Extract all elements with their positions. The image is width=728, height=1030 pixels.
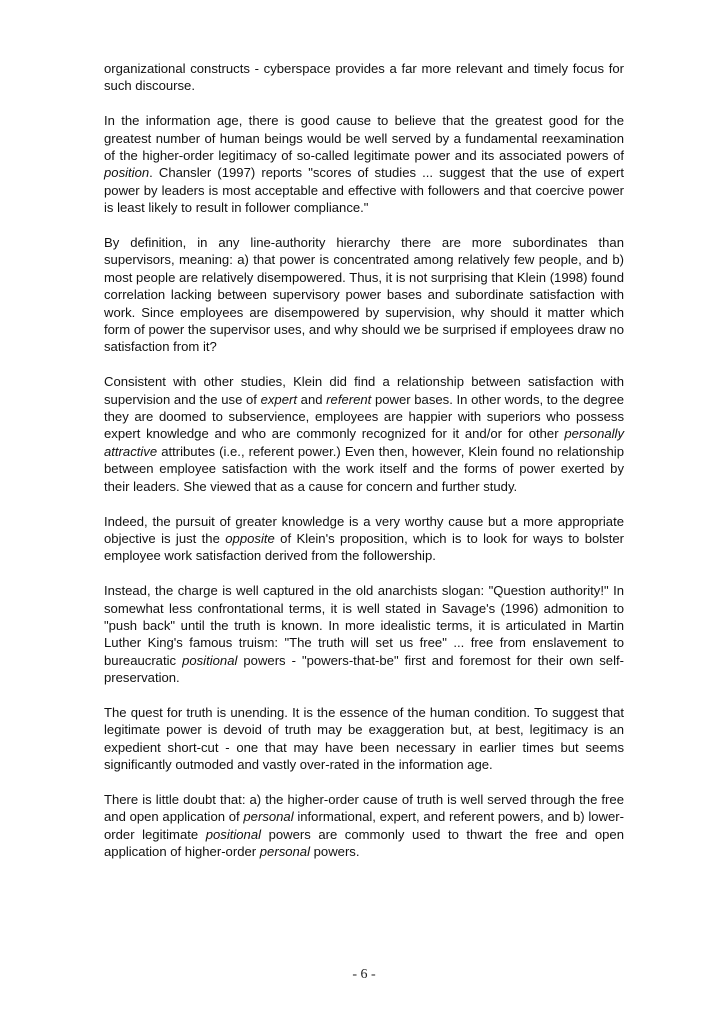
text-run: The quest for truth is unending. It is the essence of the human condition. To suggest that legitimate power is devoid of truth may be exaggeration but, at best, legitimacy is an expedient short-cut - one that may have been necessary in earlier times but seems significantly outmoded and vastly over-rated in the information age. <box>104 704 624 773</box>
italic-text: opposite <box>225 530 275 546</box>
italic-text: position <box>104 165 150 181</box>
body-text <box>104 60 624 878</box>
text-run: Instead, the charge is well captured in the old anarchists slogan: "Question authority!" In somewhat less confrontational terms, it is well stated in Savage's (1996) admonition to "push back" until the truth is known. In more idealistic terms, it is articulated in Martin Luther King's famous truism: "The truth will set us free" ... free from enslavement to bureaucratic <box>104 583 624 668</box>
paragraph-8 <box>104 791 624 861</box>
text-run: attributes (i.e., referent power.) Even then, however, Klein found no relationship between employee satisfaction with the work itself and the forms of power exerted by their leaders. She viewed that as a cause for concern and further study. <box>104 443 624 494</box>
text-run: and <box>297 391 327 407</box>
italic-text: personally attractive <box>104 426 624 459</box>
text-run: By definition, in any line-authority hierarchy there are more subordinates than supervisors, meaning: a) that power is concentrated among relatively few people, and b) most people are relatively disempowered. Thus, it is not surprising that Klein (1998) found correlation lacking between supervisory power bases and subordinate satisfaction with work. Since employees are disempowered by supervision, why should it matter which form of power the supervisor uses, and why should we be surprised if employees draw no satisfaction from it? <box>104 235 624 355</box>
paragraph-2 <box>104 112 624 216</box>
text-run: Indeed, the pursuit of greater knowledge is a very worthy cause but a more appropriate objective is just the <box>104 513 624 546</box>
text-run: powers. <box>310 844 360 860</box>
text-run: informational, expert, and referent powers, and b) lower-order legitimate <box>104 809 624 842</box>
text-run: powers - "powers-that-be" first and foremost for their own self-preservation. <box>104 652 624 686</box>
page-number: - 6 - <box>352 967 376 982</box>
text-run: In the information age, there is good cause to believe that the greatest good for the greatest number of human beings would be well served by a fundamental reexamination of the higher-order legitimacy of so-called legitimate power and its associated powers of <box>104 113 624 164</box>
text-run: powers are commonly used to thwart the free and open application of higher-order <box>104 826 624 860</box>
text-run: organizational constructs - cyberspace provides a far more relevant and timely focus for such discourse. <box>104 61 624 94</box>
paragraph-1 <box>104 60 624 95</box>
italic-text: positional <box>182 652 238 668</box>
italic-text: referent <box>326 391 372 407</box>
text-run: Consistent with other studies, Klein did find a relationship between satisfaction with supervision and the use of <box>104 374 624 407</box>
italic-text: expert <box>260 391 297 407</box>
italic-text: personal <box>259 844 310 860</box>
italic-text: personal <box>243 809 294 825</box>
paragraph-4 <box>104 373 624 495</box>
text-run: . Chansler (1997) reports "scores of studies ... suggest that the use of expert power by leaders is most acceptable and effective with followers and that coercive power is least likely to result in follower compliance." <box>104 165 624 216</box>
text-run: of Klein's proposition, which is to look for ways to bolster employee work satisfaction derived from the followership. <box>104 530 625 564</box>
text-run: There is little doubt that: a) the higher-order cause of truth is well served through the free and open application of <box>104 791 624 825</box>
paragraph-7 <box>104 704 624 774</box>
paragraph-3 <box>104 234 624 356</box>
text-run: power bases. In other words, to the degree they are doomed to subservience, employees are happier with superiors who possess expert knowledge and who are commonly recognized for it and/or for other <box>104 391 625 442</box>
italic-text: positional <box>205 826 262 842</box>
paragraph-6 <box>104 582 624 686</box>
paragraph-5 <box>104 513 624 565</box>
